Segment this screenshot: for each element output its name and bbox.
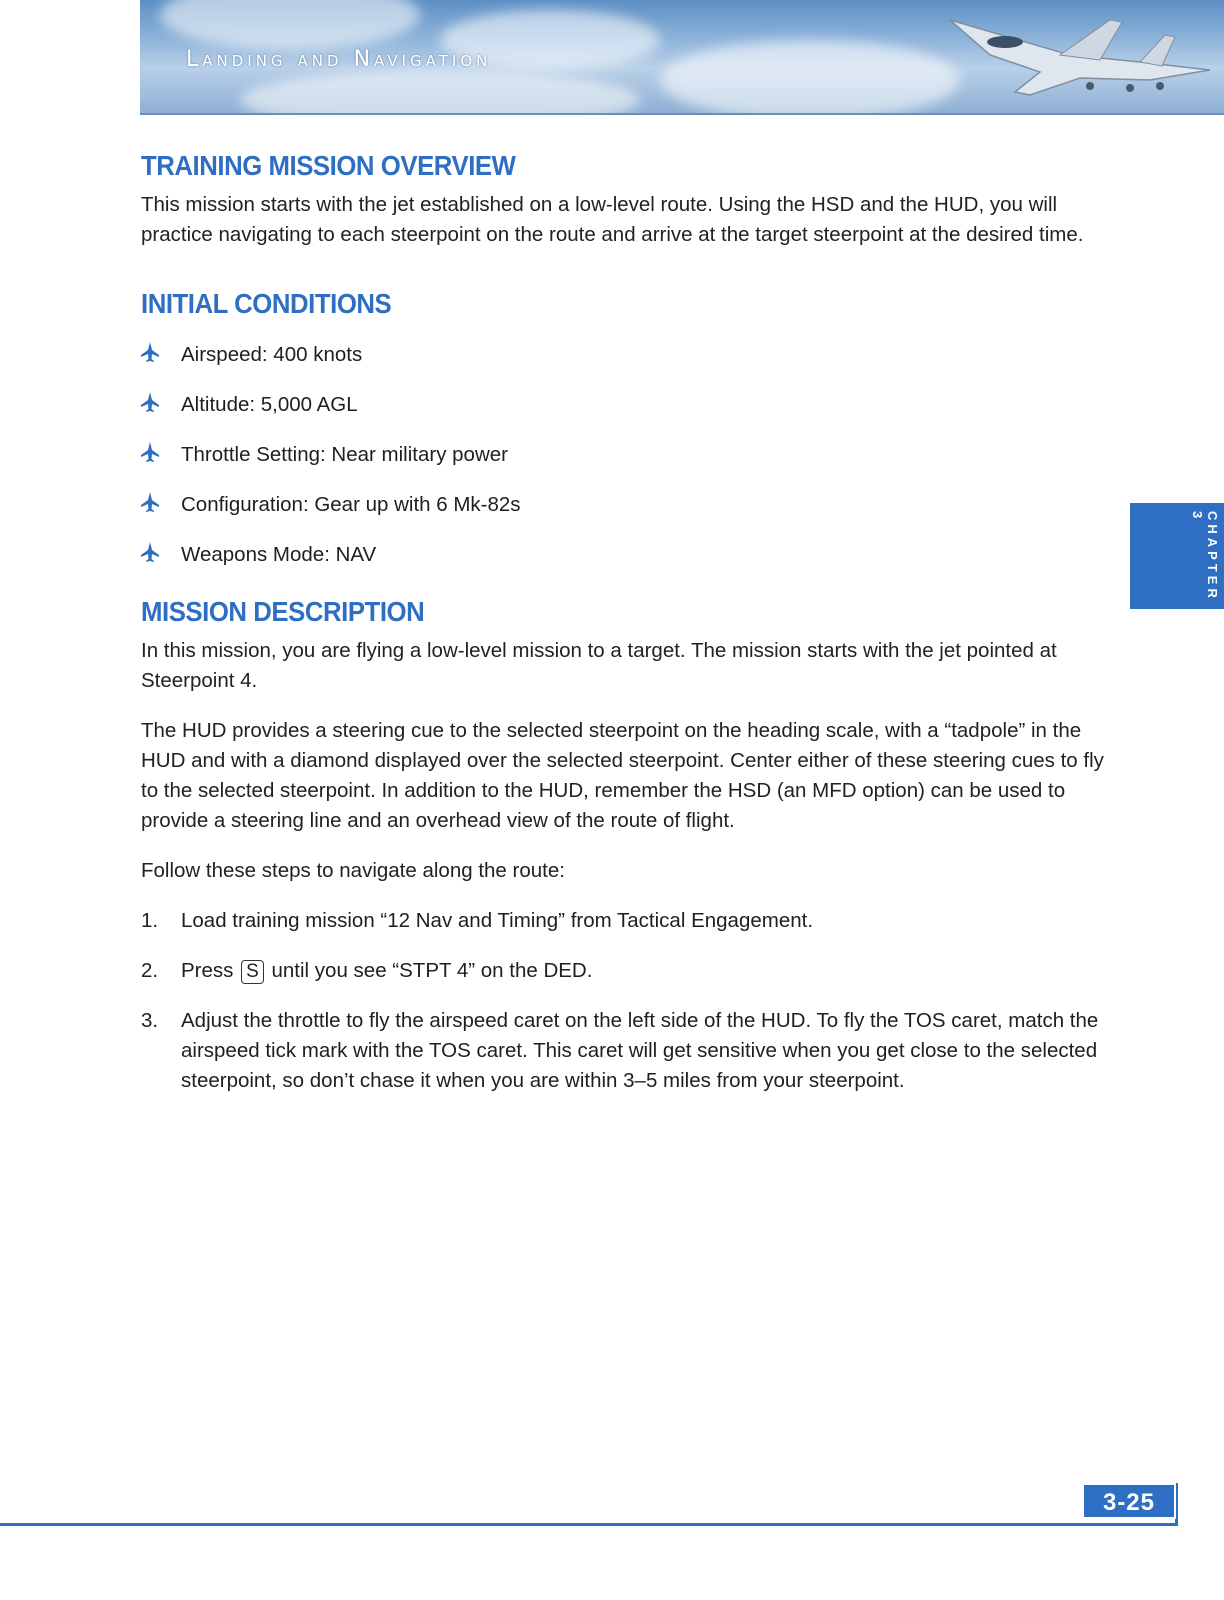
jet-icon <box>141 392 181 418</box>
page-number: 3-25 <box>1082 1483 1176 1519</box>
list-item <box>141 956 1116 986</box>
list-item <box>141 480 1116 530</box>
conditions-list <box>141 330 1116 580</box>
step-text: Adjust the throttle to fly the airspeed caret on the left side of the HUD. To fly the TOS caret, match the airspeed tick mark with the TOS caret. This caret will get sensitive when you get close to the selected steerpoint, so don’t chase it when you are within 3–5 miles from your steerpoint. <box>181 1009 1099 1092</box>
fighter-jet-image <box>910 0 1224 113</box>
step-text <box>181 956 592 986</box>
overview-text: This mission starts with the jet established on a low-level route. Using the HSD and the HUD, you will practice navigating to each steerpoint on the route and arrive at the target steerpoint at the desired time. <box>141 193 1084 246</box>
keyboard-key: S <box>241 960 264 984</box>
step-text: Load training mission “12 Nav and Timing” from Tactical Engagement. <box>181 909 814 932</box>
step-number: 1. <box>141 909 159 932</box>
condition-text: Altitude: 5,000 AGL <box>181 393 358 416</box>
conditions-section <box>141 288 1116 580</box>
step-number: 3. <box>141 1009 159 1032</box>
chapter-tab <box>1130 503 1224 609</box>
step-text-pre: Press <box>181 959 234 982</box>
overview-section <box>141 150 1116 250</box>
footer-rule <box>0 1523 1178 1526</box>
description-section <box>141 596 1116 1096</box>
step-number: 2. <box>141 959 159 982</box>
description-heading: MISSION DESCRIPTION <box>141 596 425 627</box>
section-title: Landing and Navigation <box>186 47 492 72</box>
list-item <box>141 530 1116 580</box>
list-item <box>141 906 1116 936</box>
list-item <box>141 330 1116 380</box>
description-paragraph: Follow these steps to navigate along the route: <box>141 859 565 882</box>
condition-text: Weapons Mode: NAV <box>181 543 377 566</box>
description-paragraph: The HUD provides a steering cue to the selected steerpoint on the heading scale, with a “tadpole” in the HUD and with a diamond displayed over the selected steerpoint. Center either of these steering cues to fly to the selected steerpoint. In addition to the HUD, remember the HSD (an MFD option) can be used to provide a steering line and an overhead view of the route of flight. <box>141 719 1104 832</box>
jet-icon <box>141 542 181 568</box>
description-paragraph: In this mission, you are flying a low-level mission to a target. The mission starts with the jet pointed at Steerpoint 4. <box>141 639 1057 692</box>
page-content <box>141 150 1116 1116</box>
overview-heading: TRAINING MISSION OVERVIEW <box>141 150 516 181</box>
condition-text: Configuration: Gear up with 6 Mk-82s <box>181 493 521 516</box>
steps-list <box>141 906 1116 1096</box>
condition-text: Airspeed: 400 knots <box>181 343 363 366</box>
jet-icon <box>141 442 181 468</box>
chapter-label: CHAPTER 3 <box>1190 511 1220 602</box>
jet-icon <box>141 342 181 368</box>
step-text-post: until you see “STPT 4” on the DED. <box>271 959 593 982</box>
list-item <box>141 380 1116 430</box>
header-banner <box>140 0 1224 115</box>
list-item <box>141 1006 1116 1096</box>
conditions-heading: INITIAL CONDITIONS <box>141 288 392 319</box>
condition-text: Throttle Setting: Near military power <box>181 443 508 466</box>
jet-icon <box>141 492 181 518</box>
list-item <box>141 430 1116 480</box>
